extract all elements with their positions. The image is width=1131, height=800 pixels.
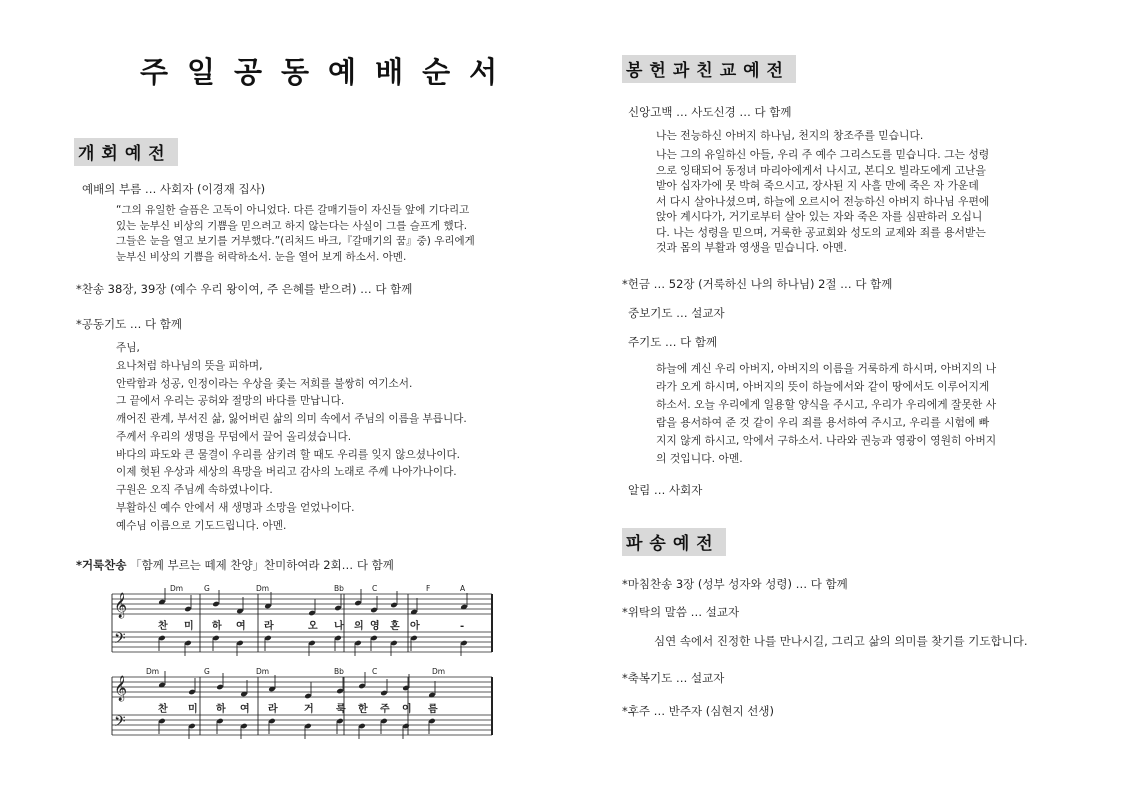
- prayer-line: 그 끝에서 우리는 공허와 절망의 바다를 만납니다.: [116, 395, 345, 408]
- lyric-syllable: 이: [402, 704, 412, 715]
- text-line: 지지 않게 하시고, 악에서 구하소서. 나라와 권능과 영광이 영원히 아버지: [656, 433, 997, 447]
- lyric-syllable: 룩: [336, 704, 346, 715]
- text-line: 앉아 계시다가, 거기로부터 살아 있는 자와 죽은 자를 심판하러 오십니: [656, 210, 983, 223]
- text-line: “그의 유일한 슬픔은 고독이 아니었다. 다른 갈매기들이 자신들 앞에 기다리고: [116, 204, 470, 216]
- intercession-line: 중보기도 … 설교자: [628, 306, 725, 320]
- lyric-syllable: 하: [212, 621, 222, 632]
- holy-hymn-line: [76, 557, 394, 573]
- section-heading-sending: 파송예전: [622, 528, 726, 556]
- lyric-syllable: 미: [184, 621, 194, 632]
- benediction-line: *축복기도 … 설교자: [622, 671, 725, 685]
- lyric-syllable: 찬: [158, 621, 168, 632]
- text-line: 다. 나는 성령을 믿으며, 거룩한 공교회와 성도의 교제와 죄를 용서받는: [656, 225, 986, 239]
- prayer-line: 이제 헛된 우상과 세상의 욕망을 버리고 감사의 노래로 주께 나아가나이다.: [116, 466, 457, 479]
- text-line: 눈부신 비상의 기쁨을 허락하소서. 눈을 열어 보게 하소서. 아멘.: [116, 250, 407, 263]
- chord-label: C: [372, 584, 378, 593]
- holy-hymn-rest: 「함께 부르는 떼제 찬양」찬미하여라 2회… 다 함께: [130, 558, 394, 572]
- lyric-syllable: 찬: [158, 704, 168, 715]
- lords-prayer-label: 주기도 … 다 함께: [628, 335, 718, 349]
- prayer-line: 예수님 이름으로 기도드립니다. 아멘.: [116, 519, 287, 532]
- lyric-syllable: 하: [216, 704, 226, 715]
- chord-label: Dm: [256, 584, 270, 593]
- call-to-worship-text: [116, 203, 475, 265]
- prayer-line: 주님,: [116, 342, 140, 354]
- lyric-syllable: 라: [268, 704, 278, 715]
- lyric-syllable: 혼: [390, 621, 400, 632]
- treble-clef-icon: 𝄞: [114, 676, 128, 701]
- text-line: 하늘에 계신 우리 아버지, 아버지의 이름을 거룩하게 하시며, 아버지의 나: [656, 362, 997, 375]
- section-heading-opening: 개회예전: [74, 138, 178, 166]
- prayer-line: 부활하신 예수 안에서 새 생명과 소망을 얻었나이다.: [116, 501, 355, 514]
- chord-label: F: [426, 584, 431, 593]
- chord-label: Dm: [256, 667, 270, 676]
- music-score: [108, 582, 498, 757]
- chord-label: A: [460, 584, 466, 593]
- page-title: 주일공동예배순서: [140, 55, 517, 89]
- prayer-line: 주께서 우리의 생명을 무덤에서 끌어 올리셨습니다.: [116, 430, 352, 443]
- chord-label: Dm: [146, 667, 160, 676]
- lyric-syllable: 여: [240, 704, 250, 715]
- lyric-syllable: 거: [304, 704, 314, 715]
- section-heading-offering: 봉헌과친교예전: [622, 55, 796, 83]
- lyric-syllable: 한: [358, 704, 368, 715]
- postlude-line: *후주 … 반주자 (심현지 선생): [622, 704, 774, 718]
- lyric-syllable: 여: [236, 621, 246, 632]
- prayer-line: 바다의 파도와 큰 물결이 우리를 삼키려 할 때도 우리를 잊지 않으셨나이다.: [116, 448, 461, 461]
- prayer-line: 요나처럼 하나님의 뜻을 피하며,: [116, 359, 263, 372]
- prayer-line: 깨어진 관계, 부서진 삶, 잃어버린 삶의 의미 속에서 주님의 이름을 부릅니다.: [116, 413, 467, 425]
- chord-label: G: [204, 667, 210, 676]
- lyric-syllable: 름: [428, 704, 438, 715]
- text-line: 람을 용서하여 준 것 같이 우리 죄를 용서하여 주시고, 우리를 시험에 빠: [656, 415, 990, 429]
- bass-clef-icon: 𝄢: [114, 630, 126, 651]
- text-line: 서 다시 살아나셨으며, 하늘에 오르시어 전능하신 아버지 하나님 우편에: [656, 194, 990, 208]
- creed-text: [656, 147, 989, 256]
- offering-line: *헌금 … 52장 (거룩하신 나의 하나님) 2절 … 다 함께: [622, 277, 893, 291]
- lyric-syllable: -: [460, 621, 465, 632]
- treble-clef-icon: 𝄞: [114, 593, 128, 618]
- prayer-line: 안락함과 성공, 인정이라는 우상을 좇는 저희를 불쌍히 여기소서.: [116, 377, 413, 390]
- chord-label: C: [372, 667, 378, 676]
- creed-line-1: 나는 전능하신 아버지 하나님, 천지의 창조주를 믿습니다.: [656, 129, 924, 142]
- text-line: 하소서. 오늘 우리에게 일용할 양식을 주시고, 우리가 우리에게 잘못한 사: [656, 397, 997, 411]
- text-line: 라가 오게 하시며, 아버지의 뜻이 하늘에서와 같이 땅에서도 이루어지게: [656, 379, 990, 393]
- lyric-syllable: 영: [370, 621, 380, 632]
- lyric-syllable: 나: [334, 621, 344, 632]
- text-line: 있는 눈부신 비상의 기쁨을 믿으려고 하지 않는다는 사실이 그를 슬프게 했다.: [116, 219, 468, 232]
- text-line: 의 것입니다. 아멘.: [656, 451, 743, 465]
- creed-label: 신앙고백 … 사도신경 … 다 함께: [628, 105, 792, 119]
- call-to-worship-label: 예배의 부름 … 사회자 (이경재 집사): [82, 182, 266, 196]
- text-line: 것과 몸의 부활과 영생을 믿습니다. 아멘.: [656, 241, 847, 254]
- lyric-syllable: 아: [410, 621, 420, 632]
- announcements-line: 알림 … 사회자: [628, 483, 703, 497]
- sending-word-text: 심연 속에서 진정한 나를 만나시길, 그리고 삶의 의미를 찾기를 기도합니다.: [654, 634, 1028, 648]
- common-prayer-text: [116, 340, 467, 535]
- lyric-syllable: 오: [308, 621, 318, 632]
- lyric-syllable: 라: [264, 621, 274, 632]
- common-prayer-label: *공동기도 … 다 함께: [76, 317, 182, 331]
- prayer-line: 구원은 오직 주님께 속하였나이다.: [116, 484, 273, 496]
- closing-hymn-line: *마침찬송 3장 (성부 성자와 성령) … 다 함께: [622, 577, 848, 591]
- bass-clef-icon: 𝄢: [114, 713, 126, 734]
- text-line: 그들은 눈을 열고 보기를 거부했다.”(리처드 바크,『갈매기의 꿈』중) 우리에게: [116, 235, 475, 248]
- text-line: 받아 십자가에 못 박혀 죽으시고, 장사된 지 사흘 만에 죽은 자 가운데: [656, 179, 979, 192]
- chord-label: Bb: [334, 584, 344, 593]
- chord-label: Dm: [432, 667, 446, 676]
- holy-hymn-prefix: *거룩찬송: [76, 558, 127, 572]
- text-line: 나는 그의 유일하신 아들, 우리 주 예수 그리스도를 믿습니다. 그는 성령: [656, 148, 990, 161]
- text-line: 으로 잉태되어 동정녀 마리아에게서 나시고, 본디오 빌라도에게 고난을: [656, 163, 986, 177]
- chord-label: Dm: [170, 584, 184, 593]
- lyric-syllable: 의: [354, 621, 364, 632]
- sending-word-label: *위탁의 말씀 … 설교자: [622, 605, 740, 619]
- chord-label: Bb: [334, 667, 344, 676]
- hymn-line: *찬송 38장, 39장 (예수 우리 왕이여, 주 은혜를 받으려) … 다 함께: [76, 282, 413, 296]
- lords-prayer-text: [656, 360, 996, 467]
- lyric-syllable: 주: [380, 704, 390, 715]
- lyric-syllable: 미: [188, 704, 198, 715]
- chord-label: G: [204, 584, 210, 593]
